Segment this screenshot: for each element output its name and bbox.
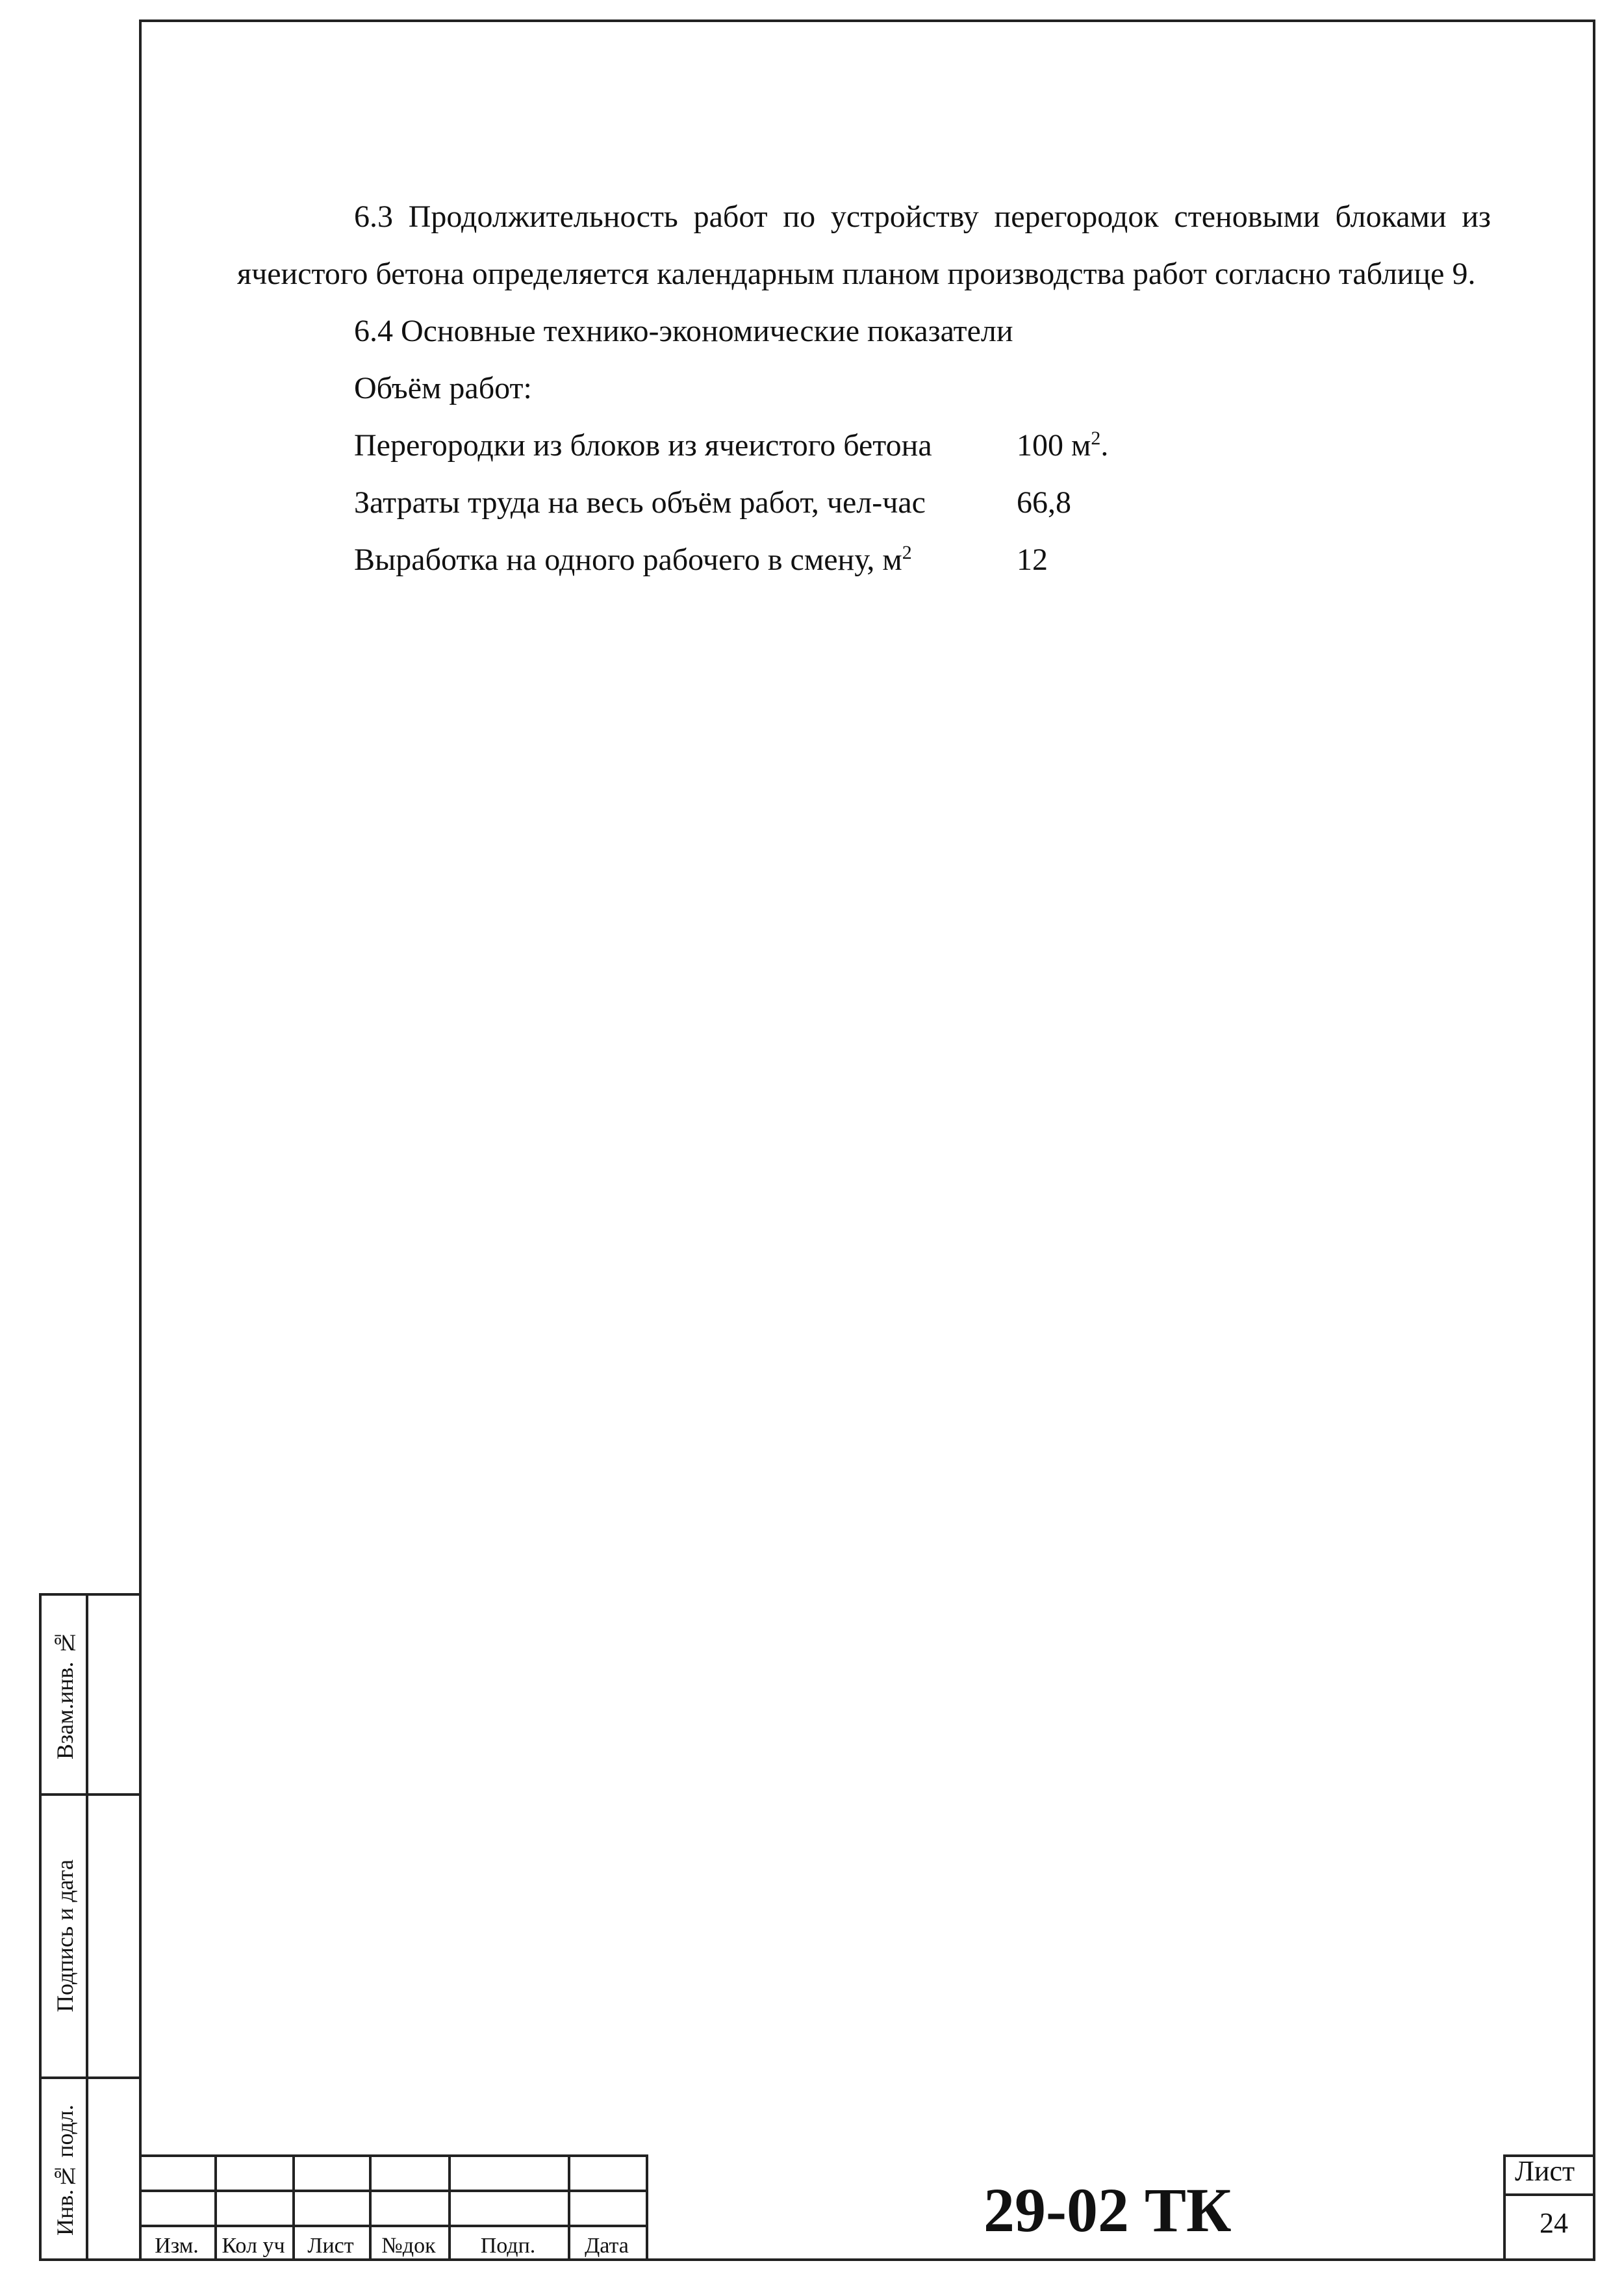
volume-heading: Объём работ:: [354, 371, 532, 405]
indicator-label: Затраты труда на весь объём работ, чел-час: [354, 485, 926, 520]
signature-date-label: Подпись и дата: [52, 1859, 78, 2013]
indicator-row: [237, 531, 1491, 589]
header-change: Изм.: [155, 2234, 199, 2258]
indicator-value: 100 $м^2$.: [1017, 428, 1109, 463]
document-code: 29-02 ТК: [983, 2175, 1232, 2245]
header-sheet: Лист: [307, 2234, 354, 2258]
header-signature: Подп.: [480, 2234, 536, 2258]
substitute-inventory-label: Взам.инв. №: [52, 1629, 78, 1759]
side-stamp: [39, 1593, 139, 2261]
indicator-label: Перегородки из блоков из ячеистого бетона: [354, 428, 932, 463]
title-block: [139, 2154, 1595, 2261]
header-date: Дата: [585, 2234, 629, 2258]
indicator-row: [237, 417, 1491, 474]
indicator-row: [237, 474, 1491, 531]
indicator-label: Выработка на одного рабочего в смену, $м^2$: [354, 542, 912, 577]
header-count: Кол уч: [222, 2234, 285, 2258]
indicator-value: 12: [1017, 543, 1048, 577]
sheet-label: Лист: [1515, 2155, 1575, 2187]
inventory-original-label: Инв.№ подл.: [52, 2104, 78, 2236]
indicator-value: 66,8: [1017, 485, 1071, 520]
paragraph-6-4: 6.4 Основные технико-экономические показатели: [354, 314, 1013, 348]
document-body: [237, 188, 1491, 589]
sheet-number: 24: [1540, 2207, 1568, 2239]
paragraph-6-3: 6.3 Продолжительность работ по устройству перегородок стеновыми блоками из ячеистого бетона определяется календарным планом производства работ согласно таблице 9.: [237, 199, 1491, 291]
header-doc-number: №док: [381, 2234, 436, 2258]
